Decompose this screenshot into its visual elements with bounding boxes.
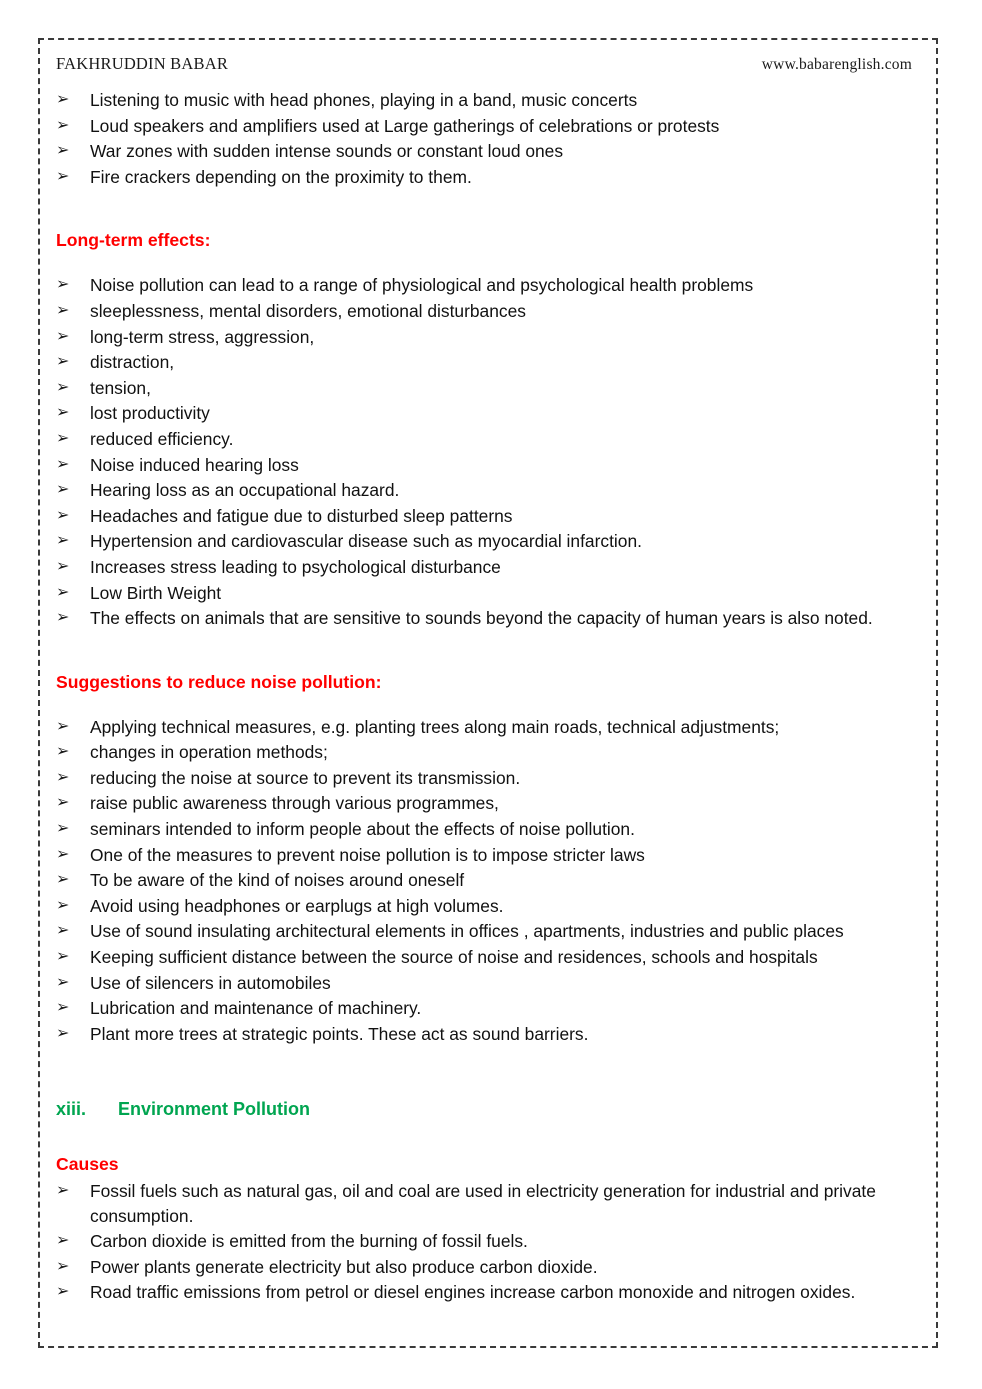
arrow-bullet-icon: ➢ xyxy=(56,276,70,294)
list-item-text: War zones with sudden intense sounds or constant loud ones xyxy=(90,141,564,162)
arrow-bullet-icon: ➢ xyxy=(56,743,70,761)
list-item xyxy=(56,350,922,374)
list-item xyxy=(56,139,922,163)
list-item xyxy=(56,1229,922,1253)
document-content xyxy=(56,54,922,1306)
list-item-text: seminars intended to inform people about the effects of noise pollution. xyxy=(90,819,635,840)
arrow-bullet-icon: ➢ xyxy=(56,717,70,735)
list-item-text: Hypertension and cardiovascular disease such as myocardial infarction. xyxy=(90,531,642,552)
arrow-bullet-icon: ➢ xyxy=(56,1182,70,1200)
list-item xyxy=(56,114,922,138)
arrow-bullet-icon: ➢ xyxy=(56,609,70,627)
list-item xyxy=(56,581,922,605)
arrow-bullet-icon: ➢ xyxy=(56,896,70,914)
section-heading-long-term-effects: Long-term effects: xyxy=(56,230,211,251)
section-title: Environment Pollution xyxy=(118,1099,310,1120)
list-item xyxy=(56,478,922,502)
list-item-text: Power plants generate electricity but also produce carbon dioxide. xyxy=(90,1256,598,1277)
list-item xyxy=(56,401,922,425)
arrow-bullet-icon: ➢ xyxy=(56,142,70,160)
list-item-text: Low Birth Weight xyxy=(90,582,222,603)
list-item-text: Use of silencers in automobiles xyxy=(90,972,331,993)
list-item-text: sleeplessness, mental disorders, emotional disturbances xyxy=(90,300,526,321)
list-item xyxy=(56,529,922,553)
list-item xyxy=(56,791,922,815)
arrow-bullet-icon: ➢ xyxy=(56,922,70,940)
arrow-bullet-icon: ➢ xyxy=(56,301,70,319)
list-item xyxy=(56,504,922,528)
list-item-text: To be aware of the kind of noises around oneself xyxy=(90,870,465,891)
arrow-bullet-icon: ➢ xyxy=(56,167,70,185)
list-item xyxy=(56,299,922,323)
arrow-bullet-icon: ➢ xyxy=(56,429,70,447)
arrow-bullet-icon: ➢ xyxy=(56,768,70,786)
list-item xyxy=(56,1255,922,1279)
list-item xyxy=(56,325,922,349)
list-item xyxy=(56,766,922,790)
list-item xyxy=(56,606,922,630)
arrow-bullet-icon: ➢ xyxy=(56,116,70,134)
list-item-text: Fossil fuels such as natural gas, oil and coal are used in electricity generation for industrial and private consumption. xyxy=(90,1181,876,1226)
list-item-text: The effects on animals that are sensitive to sounds beyond the capacity of human years is also noted. xyxy=(90,608,873,629)
list-item-text: Road traffic emissions from petrol or diesel engines increase carbon monoxide and nitrogen oxides. xyxy=(90,1282,856,1303)
list-item-text: reducing the noise at source to prevent its transmission. xyxy=(90,767,521,788)
list-item-text: Fire crackers depending on the proximity to them. xyxy=(90,166,472,187)
causes-list xyxy=(56,1179,922,1304)
list-item-text: Carbon dioxide is emitted from the burning of fossil fuels. xyxy=(90,1231,528,1252)
list-item xyxy=(56,453,922,477)
arrow-bullet-icon: ➢ xyxy=(56,794,70,812)
arrow-bullet-icon: ➢ xyxy=(56,91,70,108)
list-item-text: Keeping sufficient distance between the source of noise and residences, schools and hospitals xyxy=(90,947,818,968)
arrow-bullet-icon: ➢ xyxy=(56,404,70,422)
list-item-text: Use of sound insulating architectural elements in offices , apartments, industries and public places xyxy=(90,921,844,942)
arrow-bullet-icon: ➢ xyxy=(56,353,70,371)
list-item xyxy=(56,817,922,841)
list-item-text: Noise induced hearing loss xyxy=(90,454,299,475)
list-item xyxy=(56,919,922,943)
list-item-text: Increases stress leading to psychological disturbance xyxy=(90,556,501,577)
arrow-bullet-icon: ➢ xyxy=(56,506,70,524)
list-item xyxy=(56,165,922,189)
arrow-bullet-icon: ➢ xyxy=(56,481,70,499)
list-item-text: distraction, xyxy=(90,352,175,373)
list-item xyxy=(56,715,922,739)
arrow-bullet-icon: ➢ xyxy=(56,583,70,601)
arrow-bullet-icon: ➢ xyxy=(56,455,70,473)
arrow-bullet-icon: ➢ xyxy=(56,532,70,550)
arrow-bullet-icon: ➢ xyxy=(56,378,70,396)
list-item xyxy=(56,868,922,892)
list-item-text: raise public awareness through various programmes, xyxy=(90,793,499,814)
list-item xyxy=(56,996,922,1020)
list-item xyxy=(56,376,922,400)
list-item-text: lost productivity xyxy=(90,403,210,424)
section-number: xiii. xyxy=(56,1099,87,1120)
list-item-text: changes in operation methods; xyxy=(90,742,328,763)
list-item-text: One of the measures to prevent noise pollution is to impose stricter laws xyxy=(90,844,645,865)
list-item-text: long-term stress, aggression, xyxy=(90,326,315,347)
intro-bullet-list xyxy=(56,88,922,189)
arrow-bullet-icon: ➢ xyxy=(56,948,70,966)
list-item xyxy=(56,1280,922,1304)
list-item-text: reduced efficiency. xyxy=(90,428,234,449)
section-heading-environment-pollution xyxy=(56,1099,922,1120)
list-item xyxy=(56,1179,922,1227)
arrow-bullet-icon: ➢ xyxy=(56,999,70,1017)
arrow-bullet-icon: ➢ xyxy=(56,1283,70,1301)
section-heading-causes: Causes xyxy=(56,1154,119,1175)
arrow-bullet-icon: ➢ xyxy=(56,973,70,991)
author-name: FAKHRUDDIN BABAR xyxy=(56,54,229,73)
list-item-text: Headaches and fatigue due to disturbed sleep patterns xyxy=(90,505,513,526)
arrow-bullet-icon: ➢ xyxy=(56,1257,70,1275)
arrow-bullet-icon: ➢ xyxy=(56,557,70,575)
list-item-text: Noise pollution can lead to a range of physiological and psychological health problems xyxy=(90,275,754,296)
list-item xyxy=(56,427,922,451)
list-item-text: tension, xyxy=(90,377,151,398)
list-item xyxy=(56,1022,922,1046)
list-item-text: Listening to music with head phones, playing in a band, music concerts xyxy=(90,90,638,110)
list-item-text: Lubrication and maintenance of machinery. xyxy=(90,998,422,1019)
list-item xyxy=(56,971,922,995)
list-item xyxy=(56,945,922,969)
list-item xyxy=(56,740,922,764)
suggestions-list xyxy=(56,715,922,1046)
running-header xyxy=(56,54,922,74)
list-item-text: Applying technical measures, e.g. planting trees along main roads, technical adjustments; xyxy=(90,716,780,737)
arrow-bullet-icon: ➢ xyxy=(56,1232,70,1250)
list-item-text: Plant more trees at strategic points. These act as sound barriers. xyxy=(90,1023,589,1044)
arrow-bullet-icon: ➢ xyxy=(56,327,70,345)
list-item xyxy=(56,894,922,918)
list-item-text: Avoid using headphones or earplugs at high volumes. xyxy=(90,895,504,916)
arrow-bullet-icon: ➢ xyxy=(56,820,70,838)
arrow-bullet-icon: ➢ xyxy=(56,1024,70,1042)
list-item-text: Loud speakers and amplifiers used at Large gatherings of celebrations or protests xyxy=(90,115,720,136)
arrow-bullet-icon: ➢ xyxy=(56,845,70,863)
website-url: www.babarenglish.com xyxy=(761,56,912,73)
list-item xyxy=(56,88,922,112)
arrow-bullet-icon: ➢ xyxy=(56,871,70,889)
list-item xyxy=(56,555,922,579)
long-term-effects-list xyxy=(56,273,922,630)
section-heading-suggestions: Suggestions to reduce noise pollution: xyxy=(56,671,382,692)
list-item xyxy=(56,273,922,297)
list-item-text: Hearing loss as an occupational hazard. xyxy=(90,480,400,501)
list-item xyxy=(56,843,922,867)
